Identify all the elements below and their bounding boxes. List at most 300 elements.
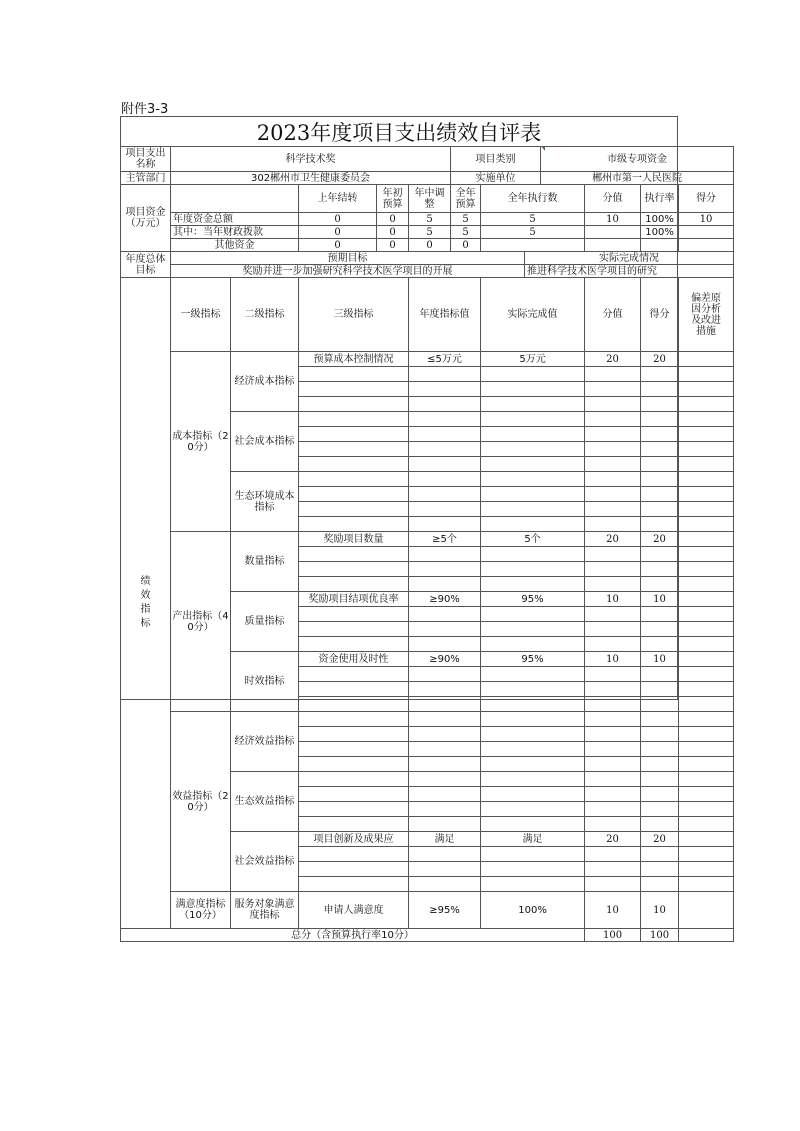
table-cell	[679, 847, 734, 862]
table-cell	[641, 547, 679, 562]
form-title: 2023年度项目支出绩效自评表	[256, 121, 542, 145]
funds-value: 0	[299, 239, 377, 252]
first-level-indicator: 效益指标（20分）	[171, 712, 231, 892]
table-cell	[481, 697, 585, 712]
funds-header: 年初预算	[377, 185, 409, 213]
table-cell	[679, 667, 734, 682]
project-name-label: 项目支出名称	[121, 147, 171, 172]
table-cell	[641, 757, 679, 772]
funds-value: 0	[409, 239, 451, 252]
table-cell	[679, 817, 734, 832]
table-cell	[641, 667, 679, 682]
score-got: 10	[641, 892, 679, 929]
table-cell	[409, 382, 481, 397]
table-cell	[409, 637, 481, 652]
funds-header: 年中调整	[409, 185, 451, 213]
table-cell	[585, 727, 641, 742]
perf-header: 分值	[585, 278, 641, 352]
funds-value: 0	[377, 226, 409, 239]
table-cell	[299, 637, 409, 652]
table-cell	[409, 757, 481, 772]
table-cell	[409, 577, 481, 592]
table-cell	[299, 877, 409, 892]
second-level-indicator: 质量指标	[231, 592, 299, 652]
table-cell	[299, 667, 409, 682]
table-cell	[585, 682, 641, 697]
project-category-value: 市级专项资金	[541, 147, 734, 172]
table-cell	[641, 787, 679, 802]
table-cell	[409, 517, 481, 532]
table-cell	[409, 547, 481, 562]
table-cell	[481, 877, 585, 892]
table-cell	[679, 802, 734, 817]
table-cell	[409, 427, 481, 442]
table-cell	[299, 487, 409, 502]
table-row	[121, 265, 734, 278]
funds-header: 得分	[679, 185, 734, 213]
expected-goal-label: 预期目标	[171, 252, 525, 265]
annual-goal-label: 年度总体目标	[121, 252, 171, 278]
department-value: 302郴州市卫生健康委员会	[171, 172, 451, 185]
funds-value: 0	[451, 239, 481, 252]
table-cell	[641, 637, 679, 652]
score-got: 10	[641, 652, 679, 667]
table-cell	[585, 427, 641, 442]
second-level-indicator: 社会效益指标	[231, 832, 299, 892]
table-row	[121, 147, 734, 172]
table-cell	[299, 472, 409, 487]
table-cell	[641, 682, 679, 697]
table-cell	[299, 847, 409, 862]
table-cell	[679, 412, 734, 427]
perf-header: 偏差原因分析及改进措施	[679, 278, 734, 352]
table-cell	[299, 727, 409, 742]
first-level-indicator: 满意度指标（10分）	[171, 892, 231, 929]
table-cell	[585, 502, 641, 517]
table-cell	[585, 847, 641, 862]
table-cell	[299, 412, 409, 427]
table-cell	[299, 817, 409, 832]
table-cell	[585, 862, 641, 877]
table-cell	[679, 787, 734, 802]
third-level-indicator: 奖励项目结项优良率	[299, 592, 409, 607]
table-cell	[409, 562, 481, 577]
table-cell	[679, 697, 734, 712]
actual-value: 5万元	[481, 352, 585, 367]
table-cell	[409, 817, 481, 832]
table-cell	[641, 412, 679, 427]
funds-label: 项目资金（万元）	[121, 185, 171, 252]
table-cell	[299, 502, 409, 517]
deviation-analysis	[679, 532, 734, 547]
third-level-indicator: 申请人满意度	[299, 892, 409, 929]
table-cell	[299, 517, 409, 532]
table-cell	[481, 742, 585, 757]
table-cell	[299, 787, 409, 802]
project-category-label: 项目类别	[451, 147, 541, 172]
table-row	[121, 712, 734, 727]
annual-target-value: ≥90%	[409, 652, 481, 667]
table-cell	[679, 712, 734, 727]
table-cell	[481, 547, 585, 562]
table-cell	[409, 442, 481, 457]
table-cell	[641, 802, 679, 817]
deviation-analysis	[679, 892, 734, 929]
perf-header: 得分	[641, 278, 679, 352]
table-cell	[641, 472, 679, 487]
table-cell	[641, 517, 679, 532]
second-level-indicator: 生态环境成本指标	[231, 472, 299, 532]
table-cell	[585, 712, 641, 727]
table-cell	[641, 502, 679, 517]
table-cell	[299, 607, 409, 622]
table-cell	[299, 697, 409, 712]
table-cell	[409, 847, 481, 862]
third-level-indicator: 预算成本控制情况	[299, 352, 409, 367]
table-cell	[481, 577, 585, 592]
table-row	[121, 352, 734, 367]
table-cell	[679, 472, 734, 487]
funds-value: 10	[679, 213, 734, 226]
table-cell	[481, 802, 585, 817]
table-cell	[585, 757, 641, 772]
table-cell	[585, 382, 641, 397]
actual-value: 5个	[481, 532, 585, 547]
deviation-analysis	[679, 592, 734, 607]
score-value: 10	[585, 892, 641, 929]
table-cell	[585, 622, 641, 637]
table-cell	[409, 862, 481, 877]
table-cell	[585, 772, 641, 787]
score-value: 10	[585, 592, 641, 607]
table-cell	[299, 862, 409, 877]
table-cell	[481, 472, 585, 487]
annual-target-value: ≤5万元	[409, 352, 481, 367]
table-cell	[679, 367, 734, 382]
implementing-unit-value: 郴州市第一人民医院	[541, 172, 734, 185]
table-cell	[679, 427, 734, 442]
table-cell	[679, 757, 734, 772]
table-cell	[585, 637, 641, 652]
funds-value: 0	[377, 239, 409, 252]
table-cell	[299, 712, 409, 727]
table-cell	[299, 757, 409, 772]
table-cell	[409, 367, 481, 382]
funds-value: 0	[299, 226, 377, 239]
table-row	[121, 185, 734, 213]
third-level-indicator: 资金使用及时性	[299, 652, 409, 667]
table-cell	[409, 667, 481, 682]
table-cell	[641, 742, 679, 757]
table-cell	[679, 929, 734, 942]
attachment-label: 附件3-3	[121, 102, 169, 117]
table-cell	[641, 862, 679, 877]
table-cell	[409, 487, 481, 502]
actual-result-value: 推进科学技术医学项目的研究	[525, 265, 734, 278]
total-score-got: 100	[641, 929, 679, 942]
first-level-indicator: 成本指标（20分）	[171, 352, 231, 532]
table-cell	[585, 412, 641, 427]
total-score-value: 100	[585, 929, 641, 942]
table-cell	[641, 427, 679, 442]
third-level-indicator: 奖励项目数量	[299, 532, 409, 547]
funds-value: 0	[377, 213, 409, 226]
implementing-unit-label: 实施单位	[451, 172, 541, 185]
score-got: 20	[641, 352, 679, 367]
table-cell	[299, 427, 409, 442]
table-cell	[641, 382, 679, 397]
table-cell	[299, 382, 409, 397]
annual-target-value: ≥5个	[409, 532, 481, 547]
perf-header: 三级指标	[299, 278, 409, 352]
funds-header: 全年执行数	[481, 185, 585, 213]
score-value: 10	[585, 652, 641, 667]
table-cell	[481, 847, 585, 862]
score-value: 20	[585, 832, 641, 847]
score-got: 20	[641, 832, 679, 847]
second-level-indicator: 社会成本指标	[231, 412, 299, 472]
table-row	[121, 226, 734, 239]
table-cell	[409, 877, 481, 892]
table-cell	[641, 397, 679, 412]
deviation-analysis	[679, 652, 734, 667]
table-cell	[481, 397, 585, 412]
deviation-analysis	[679, 832, 734, 847]
table-cell	[299, 442, 409, 457]
second-level-indicator: 服务对象满意度指标	[231, 892, 299, 929]
table-cell	[585, 667, 641, 682]
funds-value	[641, 239, 679, 252]
table-cell	[585, 742, 641, 757]
table-cell	[585, 442, 641, 457]
table-cell	[585, 397, 641, 412]
table-cell	[585, 487, 641, 502]
table-cell	[641, 487, 679, 502]
funds-value	[679, 226, 734, 239]
table-cell	[641, 697, 679, 712]
table-cell	[679, 682, 734, 697]
perf-header: 实际完成值	[481, 278, 585, 352]
table-cell	[481, 622, 585, 637]
table-cell	[641, 577, 679, 592]
funds-value: 100%	[641, 226, 679, 239]
second-level-indicator: 生态效益指标	[231, 772, 299, 832]
funds-value: 5	[409, 213, 451, 226]
second-level-indicator: 时效指标	[231, 652, 299, 712]
funds-value	[585, 226, 641, 239]
table-cell	[299, 547, 409, 562]
table-cell	[481, 487, 585, 502]
table-cell	[585, 547, 641, 562]
table-row	[121, 892, 734, 929]
table-cell	[679, 547, 734, 562]
table-cell	[409, 712, 481, 727]
table-cell	[171, 185, 299, 213]
second-level-indicator: 数量指标	[231, 532, 299, 592]
perf-header: 年度指标值	[409, 278, 481, 352]
deviation-analysis	[679, 352, 734, 367]
table-cell	[641, 772, 679, 787]
actual-result-label: 实际完成情况	[525, 252, 734, 265]
funds-value	[481, 239, 585, 252]
table-row	[121, 929, 734, 942]
table-cell	[481, 457, 585, 472]
actual-value: 95%	[481, 652, 585, 667]
table-cell	[679, 772, 734, 787]
funds-value: 5	[409, 226, 451, 239]
table-cell	[409, 802, 481, 817]
table-cell	[481, 817, 585, 832]
table-cell	[679, 382, 734, 397]
table-row	[121, 532, 734, 547]
table-cell	[481, 367, 585, 382]
table-cell	[481, 712, 585, 727]
table-cell	[679, 862, 734, 877]
table-cell	[585, 562, 641, 577]
funds-value	[679, 239, 734, 252]
table-cell	[585, 802, 641, 817]
table-cell	[585, 457, 641, 472]
table-cell	[679, 637, 734, 652]
table-cell	[481, 517, 585, 532]
table-cell	[409, 622, 481, 637]
table-cell	[481, 442, 585, 457]
table-cell	[481, 382, 585, 397]
table-cell	[409, 697, 481, 712]
actual-value: 95%	[481, 592, 585, 607]
table-cell	[299, 562, 409, 577]
funds-value: 5	[481, 213, 585, 226]
table-cell	[641, 607, 679, 622]
table-row	[121, 252, 734, 265]
table-cell	[481, 427, 585, 442]
table-cell	[641, 622, 679, 637]
table-cell	[481, 637, 585, 652]
table-cell	[481, 772, 585, 787]
table-cell	[641, 442, 679, 457]
table-cell	[679, 442, 734, 457]
funds-value	[585, 239, 641, 252]
table-cell	[409, 607, 481, 622]
second-level-indicator: 经济效益指标	[231, 712, 299, 772]
table-row	[121, 213, 734, 226]
table-cell	[585, 367, 641, 382]
table-cell	[481, 412, 585, 427]
table-cell	[481, 757, 585, 772]
actual-value: 100%	[481, 892, 585, 929]
table-cell	[679, 742, 734, 757]
score-value: 20	[585, 532, 641, 547]
table-cell	[409, 787, 481, 802]
funds-value: 5	[481, 226, 585, 239]
table-cell	[481, 562, 585, 577]
table-cell	[299, 367, 409, 382]
table-cell	[409, 412, 481, 427]
table-cell	[585, 877, 641, 892]
table-cell	[679, 622, 734, 637]
table-cell	[585, 607, 641, 622]
annual-target-value: 满足	[409, 832, 481, 847]
funds-header: 上年结转	[299, 185, 377, 213]
table-cell	[481, 502, 585, 517]
table-cell	[481, 862, 585, 877]
first-level-indicator: 产出指标（40分）	[171, 532, 231, 712]
table-cell	[585, 472, 641, 487]
evaluation-table	[120, 146, 734, 942]
score-got: 20	[641, 532, 679, 547]
funds-row-label: 年度资金总额	[171, 213, 299, 226]
table-row	[121, 172, 734, 185]
table-row	[121, 278, 734, 352]
table-cell	[299, 802, 409, 817]
table-cell	[409, 502, 481, 517]
annual-target-value: ≥90%	[409, 592, 481, 607]
table-cell	[641, 457, 679, 472]
funds-row-label: 其中：当年财政拨款	[171, 226, 299, 239]
table-cell	[409, 457, 481, 472]
table-cell	[409, 727, 481, 742]
table-cell	[679, 502, 734, 517]
table-cell	[641, 712, 679, 727]
funds-value: 5	[451, 226, 481, 239]
table-cell	[481, 682, 585, 697]
funds-header: 全年预算	[451, 185, 481, 213]
table-cell	[679, 487, 734, 502]
table-cell	[409, 742, 481, 757]
table-cell	[299, 577, 409, 592]
table-cell	[409, 772, 481, 787]
table-cell	[585, 577, 641, 592]
funds-header: 执行率	[641, 185, 679, 213]
annual-target-value: ≥95%	[409, 892, 481, 929]
funds-header: 分值	[585, 185, 641, 213]
funds-value: 100%	[641, 213, 679, 226]
department-label: 主管部门	[121, 172, 171, 185]
second-level-indicator: 经济成本指标	[231, 352, 299, 412]
performance-indicators-label: 绩 效 指 标	[121, 278, 171, 929]
expected-goal-value: 奖励并进一步加强研究科学技术医学项目的开展	[171, 265, 525, 278]
table-cell	[679, 727, 734, 742]
table-cell	[585, 517, 641, 532]
table-cell	[679, 877, 734, 892]
self-evaluation-form	[120, 116, 722, 941]
table-cell	[481, 787, 585, 802]
third-level-indicator: 项目创新及成果应	[299, 832, 409, 847]
table-cell	[409, 682, 481, 697]
table-row	[121, 239, 734, 252]
table-cell	[641, 877, 679, 892]
table-cell	[481, 727, 585, 742]
table-cell	[679, 577, 734, 592]
score-value: 20	[585, 352, 641, 367]
table-cell	[299, 742, 409, 757]
table-cell	[481, 607, 585, 622]
table-cell	[481, 667, 585, 682]
table-cell	[679, 397, 734, 412]
table-cell	[679, 517, 734, 532]
actual-value: 满足	[481, 832, 585, 847]
perf-header: 二级指标	[231, 278, 299, 352]
table-cell	[585, 697, 641, 712]
total-score-label: 总分（含预算执行率10分）	[121, 929, 585, 942]
funds-value: 10	[585, 213, 641, 226]
table-cell	[641, 817, 679, 832]
table-cell	[679, 457, 734, 472]
table-cell	[641, 847, 679, 862]
table-cell	[641, 727, 679, 742]
table-cell	[585, 817, 641, 832]
table-cell	[299, 397, 409, 412]
